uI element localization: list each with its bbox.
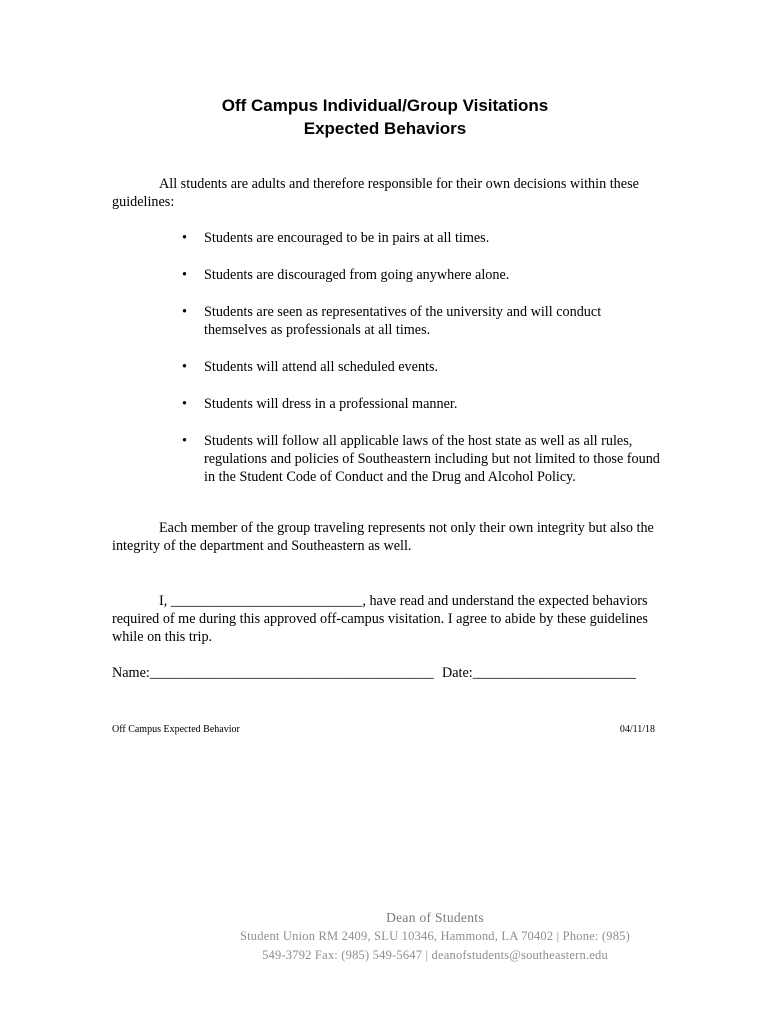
letterhead: [0, 908, 770, 965]
guideline-text: Students are discouraged from going anywhere alone.: [204, 267, 510, 283]
guideline-item: [180, 303, 660, 339]
intro-paragraph: All students are adults and therefore responsible for their own decisions within these guidelines:: [112, 176, 639, 210]
title-line-2: Expected Behaviors: [303, 119, 467, 138]
acknowledgement-paragraph: I, ___________________________, have read and understand the expected behaviors required of me during this approved off-campus visitation. I agree to abide by these guidelines while on this trip.: [112, 593, 648, 645]
signature-row: [112, 664, 657, 682]
bullet-icon: •: [182, 267, 187, 283]
guideline-text: Students will follow all applicable laws of the host state as well as all rules, regulations and policies of Southeastern including but not limited to those found in the Student Code of Conduct and the Drug and Alcohol Policy.: [204, 433, 660, 485]
guideline-text: Students will attend all scheduled events.: [204, 359, 439, 375]
page-footer: [112, 724, 655, 736]
letterhead-office: Dean of Students: [386, 910, 484, 925]
closing-paragraph: Each member of the group traveling represents not only their own integrity but also the integrity of the department and Southeastern as well.: [112, 520, 654, 554]
title-line-1: Off Campus Individual/Group Visitations: [221, 96, 549, 115]
guideline-text: Students are encouraged to be in pairs at all times.: [204, 230, 490, 246]
letterhead-address-line-2: 549-3792 Fax: (985) 549-5647 | deanofstudents@southeastern.edu: [262, 948, 608, 962]
footer-date: 04/11/18: [619, 724, 655, 735]
footer-document-name: Off Campus Expected Behavior: [112, 724, 240, 735]
bullet-icon: •: [182, 230, 187, 246]
guideline-text: Students are seen as representatives of the university and will conduct themselves as professionals at all times.: [204, 304, 602, 338]
date-field[interactable]: Date:_______________________: [442, 665, 636, 681]
letterhead-address-line-1: Student Union RM 2409, SLU 10346, Hammond, LA 70402 | Phone: (985): [239, 929, 630, 943]
guideline-item: [180, 395, 660, 413]
guideline-text: Students will dress in a professional manner.: [204, 396, 458, 412]
guideline-item: [180, 229, 660, 247]
name-field[interactable]: Name:________________________________________: [112, 665, 434, 681]
bullet-icon: •: [182, 396, 187, 412]
guideline-item: [180, 358, 660, 376]
document-title: [0, 94, 770, 140]
bullet-icon: •: [182, 304, 187, 320]
guideline-item: [180, 266, 660, 284]
bullet-icon: •: [182, 433, 187, 449]
bullet-icon: •: [182, 359, 187, 375]
guidelines-list: [180, 229, 660, 505]
guideline-item: [180, 432, 660, 486]
